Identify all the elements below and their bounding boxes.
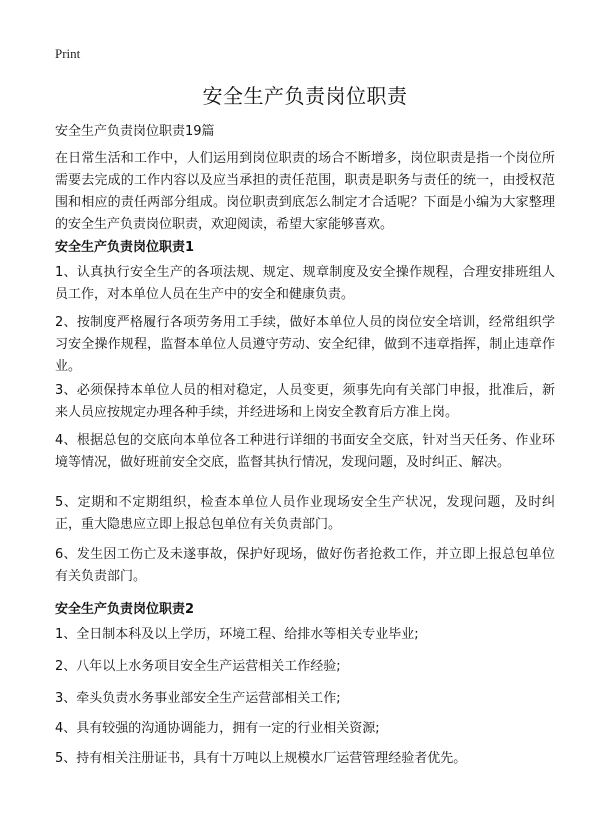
section-2-item-5: 5、持有相关注册证书，具有十万吨以上规模水厂运营管理经验者优先。: [55, 751, 467, 766]
section-2-item-3: 3、牵头负责水务事业部安全生产运营部相关工作;: [55, 691, 341, 706]
section-1-item-1: 1、认真执行安全生产的各项法规、规定、规章制度及安全操作规程，合理安排班组人员工作，对本单位人员在生产中的安全和健康负责。: [55, 265, 555, 302]
document-title: 安全生产负责岗位职责: [202, 84, 408, 108]
print-link[interactable]: Print: [55, 46, 81, 61]
section-1-item-5: 5、定期和不定期组织，检查本单位人员作业现场安全生产状况，发现问题，及时纠正，重大隐患应立即上报总包单位有关负责部门。: [55, 495, 555, 532]
section-heading-2: 安全生产负责岗位职责2: [55, 602, 195, 617]
section-1-item-2: 2、按制度严格履行各项劳务用工手续，做好本单位人员的岗位安全培训，经常组织学习安全操作规程，监督本单位人员遵守劳动、安全纪律，做到不违章指挥，制止违章作业。: [55, 315, 555, 374]
section-2-item-4: 4、具有较强的沟通协调能力，拥有一定的行业相关资源;: [55, 721, 380, 736]
section-1-item-4: 4、根据总包的交底向本单位各工种进行详细的书面安全交底，针对当天任务、作业环境等情况，做好班前安全交底，监督其执行情况，发现问题，及时纠正、解决。: [55, 433, 555, 470]
section-1-item-3: 3、必须保持本单位人员的相对稳定，人员变更，须事先向有关部门申报，批准后，新来人员应按规定办理各种手续，并经进场和上岗安全教育后方准上岗。: [55, 383, 555, 420]
intro-paragraph: 在日常生活和工作中，人们运用到岗位职责的场合不断增多，岗位职责是指一个岗位所需要去完成的工作内容以及应当承担的责任范围，职责是职务与责任的统一，由授权范围和相应的责任两部分组成。岗位职责到底怎么制定才合适呢？下面是小编为大家整理的安全生产负责岗位职责，欢迎阅读，希望大家能够喜欢。: [55, 151, 555, 232]
section-heading-1: 安全生产负责岗位职责1: [55, 240, 195, 255]
section-2-item-1: 1、全日制本科及以上学历，环境工程、给排水等相关专业毕业;: [55, 627, 419, 642]
document-subtitle: 安全生产负责岗位职责19篇: [55, 124, 215, 139]
section-1-item-6: 6、发生因工伤亡及未遂事故，保护好现场，做好伤者抢救工作，并立即上报总包单位有关负责部门。: [55, 547, 555, 584]
section-2-item-2: 2、八年以上水务项目安全生产运营相关工作经验;: [55, 659, 341, 674]
